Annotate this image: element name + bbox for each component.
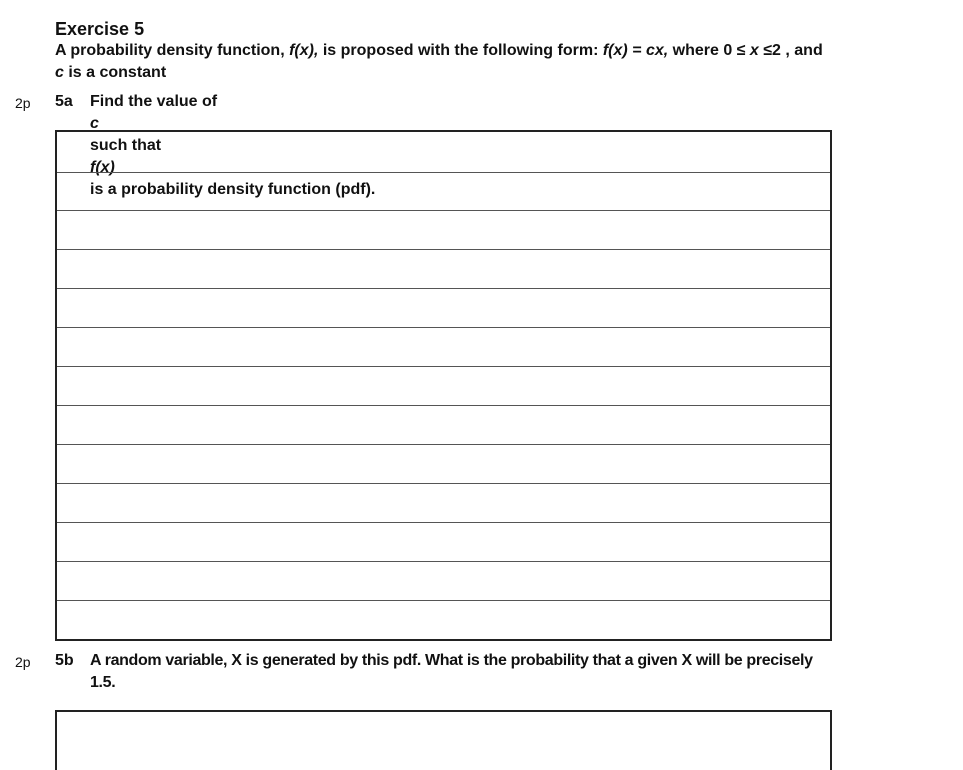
answer-line bbox=[57, 561, 830, 562]
answer-box-5a[interactable] bbox=[55, 130, 832, 641]
answer-line bbox=[57, 405, 830, 406]
answer-line bbox=[57, 327, 830, 328]
answer-line bbox=[57, 600, 830, 601]
answer-box-5b[interactable] bbox=[55, 710, 832, 770]
exercise-intro bbox=[55, 40, 855, 84]
intro-line-1: A probability density function, f(x), is proposed with the following form: f(x) = cx, where 0 ≤ x ≤2 , and bbox=[55, 42, 823, 59]
intro-line-2: c is a constant bbox=[55, 64, 167, 81]
answer-line bbox=[57, 172, 830, 173]
question-5a-text: Find the value of c such that f(x) is a probability density function (pdf). bbox=[90, 93, 376, 198]
answer-line bbox=[57, 249, 830, 250]
answer-line bbox=[57, 444, 830, 445]
exercise-title: Exercise 5 bbox=[55, 19, 145, 39]
question-5b-points: 2p bbox=[15, 654, 31, 670]
answer-line bbox=[57, 366, 830, 367]
answer-line bbox=[57, 483, 830, 484]
answer-line bbox=[57, 288, 830, 289]
question-5a-points: 2p bbox=[15, 95, 31, 111]
question-5a-number: 5a bbox=[55, 93, 73, 110]
answer-line bbox=[57, 522, 830, 523]
question-5b-number: 5b bbox=[55, 652, 74, 669]
answer-line bbox=[57, 210, 830, 211]
question-5b-text: A random variable, X is generated by this pdf. What is the probability that a given X will be precisely 1.5. bbox=[90, 652, 813, 691]
